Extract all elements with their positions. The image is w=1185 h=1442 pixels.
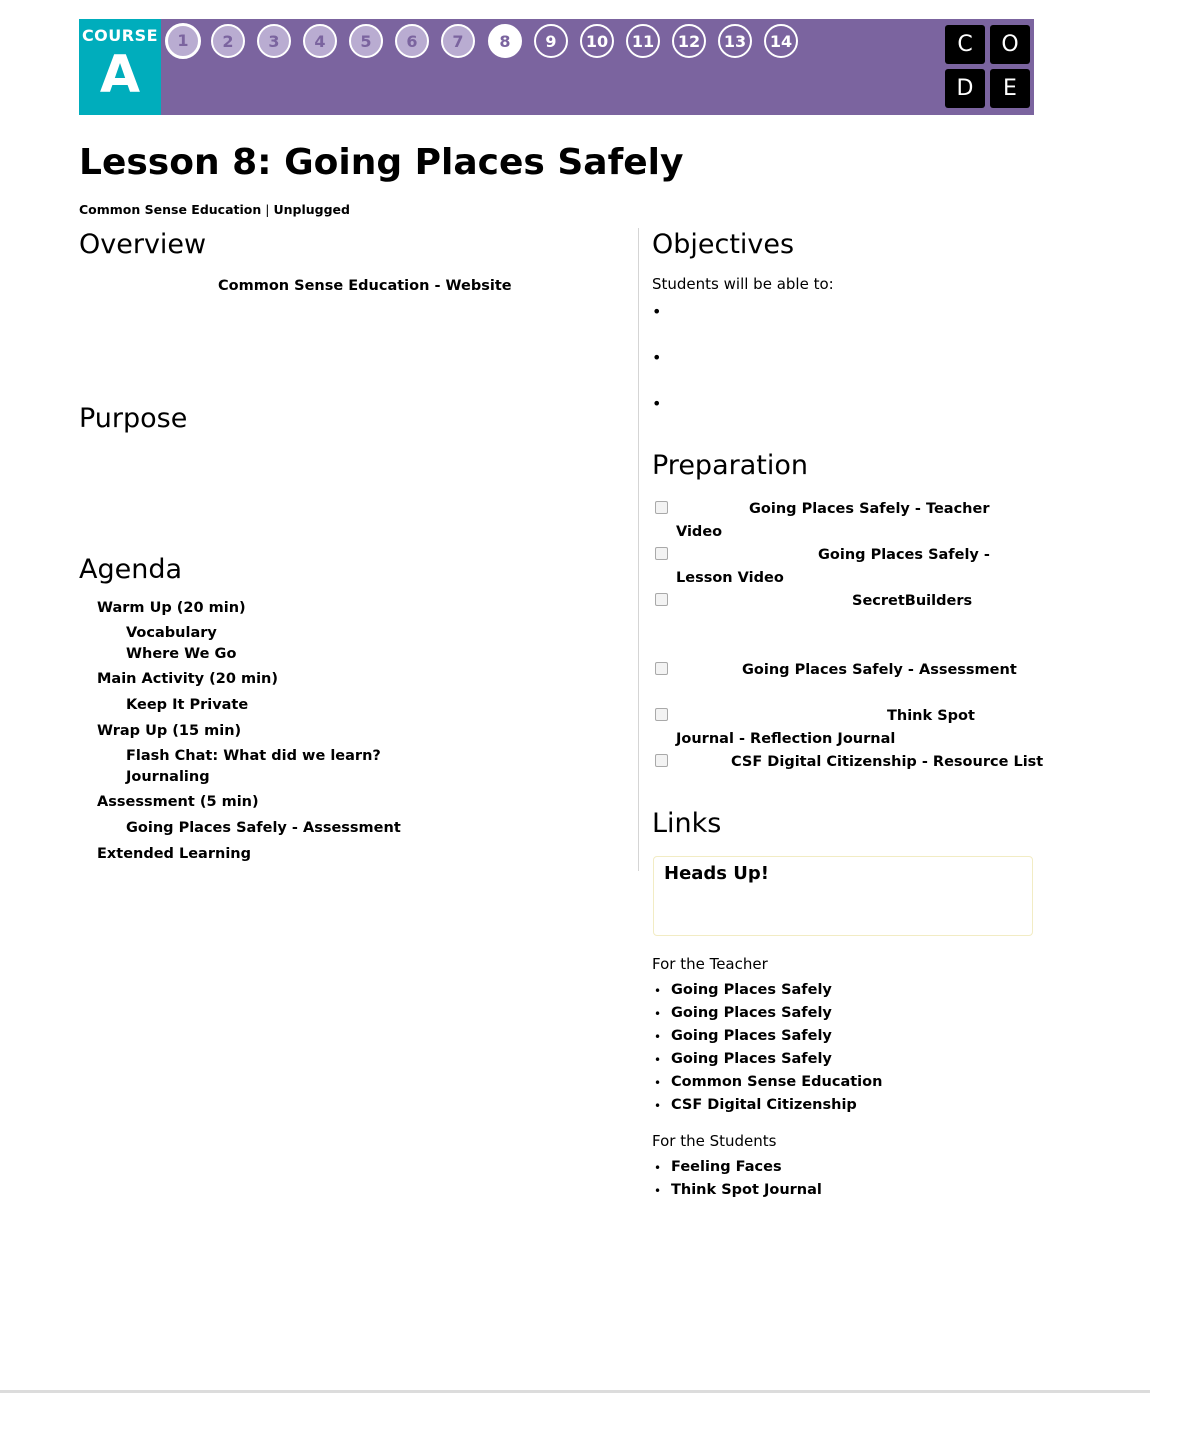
teacher-link-6[interactable]: CSF Digital Citizenship [671, 1097, 857, 1113]
subtitle-type: Unplugged [273, 202, 350, 217]
prep-checkbox[interactable] [655, 662, 668, 675]
logo-letter-o: O [990, 25, 1030, 64]
objectives-heading: Objectives [652, 229, 795, 260]
agenda-heading: Agenda [79, 554, 183, 585]
agenda-item-where-we-go[interactable]: Where We Go [126, 646, 237, 662]
lesson-bubble-5[interactable]: 5 [349, 24, 383, 58]
teacher-link-bullet: • [654, 1099, 662, 1113]
prep-link-line2[interactable]: Journal - Reflection Journal [676, 731, 896, 747]
links-heading: Links [652, 808, 722, 839]
course-banner [79, 19, 1034, 115]
lesson-bubble-9[interactable]: 9 [534, 24, 568, 58]
teacher-link-3[interactable]: Going Places Safely [671, 1028, 832, 1044]
course-letter: A [99, 45, 141, 105]
subtitle-source: Common Sense Education [79, 202, 262, 217]
agenda-item-extended-learning[interactable]: Extended Learning [97, 846, 251, 862]
teacher-link-2[interactable]: Going Places Safely [671, 1005, 832, 1021]
course-badge[interactable] [79, 19, 161, 115]
agenda-item-assessment[interactable]: Assessment (5 min) [97, 794, 259, 810]
agenda-item-flash-chat[interactable]: Flash Chat: What did we learn? [126, 748, 381, 764]
overview-website-link[interactable]: Common Sense Education - Website [218, 278, 512, 294]
course-word: COURSE [81, 26, 159, 45]
teacher-link-4[interactable]: Going Places Safely [671, 1051, 832, 1067]
agenda-item-journaling[interactable]: Journaling [126, 769, 210, 785]
lesson-bubble-6[interactable]: 6 [395, 24, 429, 58]
objective-bullet-3: • [652, 394, 662, 413]
lesson-bubble-1[interactable]: 1 [165, 23, 201, 59]
lesson-subtitle [79, 202, 350, 217]
prep-link-line2[interactable]: Video [676, 524, 723, 540]
agenda-item-vocabulary[interactable]: Vocabulary [126, 625, 217, 641]
code-org-logo[interactable] [945, 25, 1031, 109]
teacher-link-bullet: • [654, 1007, 662, 1021]
student-link-1[interactable]: Feeling Faces [671, 1159, 782, 1175]
lesson-bubble-11[interactable]: 11 [626, 24, 660, 58]
lesson-bubble-10[interactable]: 10 [580, 24, 614, 58]
lesson-bubble-14[interactable]: 14 [764, 24, 798, 58]
objective-bullet-1: • [652, 302, 662, 321]
agenda-item-assessment-link[interactable]: Going Places Safely - Assessment [126, 820, 401, 836]
objective-bullet-2: • [652, 348, 662, 367]
prep-link-line1[interactable]: SecretBuilders [852, 593, 973, 609]
lesson-bubble-8[interactable]: 8 [488, 24, 522, 58]
prep-link-line1[interactable]: Going Places Safely - Assessment [742, 662, 1017, 678]
agenda-item-wrap-up[interactable]: Wrap Up (15 min) [97, 723, 242, 739]
heads-up-title: Heads Up! [664, 863, 769, 884]
prep-link-line1[interactable]: Going Places Safely - [818, 547, 990, 563]
agenda-item-main-activity[interactable]: Main Activity (20 min) [97, 671, 279, 687]
lesson-bubble-12[interactable]: 12 [672, 24, 706, 58]
student-link-bullet: • [654, 1184, 662, 1198]
lesson-bubble-4[interactable]: 4 [303, 24, 337, 58]
overview-heading: Overview [79, 229, 207, 260]
agenda-item-keep-it-private[interactable]: Keep It Private [126, 697, 249, 713]
for-teacher-label: For the Teacher [652, 955, 768, 973]
lesson-bubble-2[interactable]: 2 [211, 24, 245, 58]
prep-link-line1[interactable]: CSF Digital Citizenship - Resource List [731, 754, 1044, 770]
prep-checkbox[interactable] [655, 547, 668, 560]
heads-up-box [653, 856, 1033, 936]
page-title: Lesson 8: Going Places Safely [79, 142, 684, 183]
prep-checkbox[interactable] [655, 593, 668, 606]
teacher-link-bullet: • [654, 1076, 662, 1090]
prep-link-line1[interactable]: Think Spot [887, 708, 975, 724]
subtitle-separator: | [265, 202, 270, 217]
teacher-link-bullet: • [654, 1030, 662, 1044]
prep-checkbox[interactable] [655, 754, 668, 767]
teacher-link-1[interactable]: Going Places Safely [671, 982, 832, 998]
footer-divider [0, 1390, 1150, 1393]
prep-checkbox[interactable] [655, 501, 668, 514]
prep-link-line1[interactable]: Going Places Safely - Teacher [749, 501, 990, 517]
student-link-2[interactable]: Think Spot Journal [671, 1182, 822, 1198]
teacher-link-bullet: • [654, 984, 662, 998]
lesson-bubble-7[interactable]: 7 [441, 24, 475, 58]
preparation-heading: Preparation [652, 450, 808, 481]
for-students-label: For the Students [652, 1132, 777, 1150]
teacher-link-bullet: • [654, 1053, 662, 1067]
logo-letter-d: D [945, 69, 985, 108]
student-link-bullet: • [654, 1161, 662, 1175]
column-divider [638, 228, 639, 871]
prep-link-line2[interactable]: Lesson Video [676, 570, 784, 586]
logo-letter-e: E [990, 69, 1030, 108]
purpose-heading: Purpose [79, 403, 188, 434]
lesson-bubble-13[interactable]: 13 [718, 24, 752, 58]
teacher-link-5[interactable]: Common Sense Education [671, 1074, 883, 1090]
objectives-intro: Students will be able to: [652, 275, 834, 293]
logo-letter-c: C [945, 25, 985, 64]
prep-checkbox[interactable] [655, 708, 668, 721]
agenda-item-warm-up[interactable]: Warm Up (20 min) [97, 600, 246, 616]
lesson-bubble-3[interactable]: 3 [257, 24, 291, 58]
